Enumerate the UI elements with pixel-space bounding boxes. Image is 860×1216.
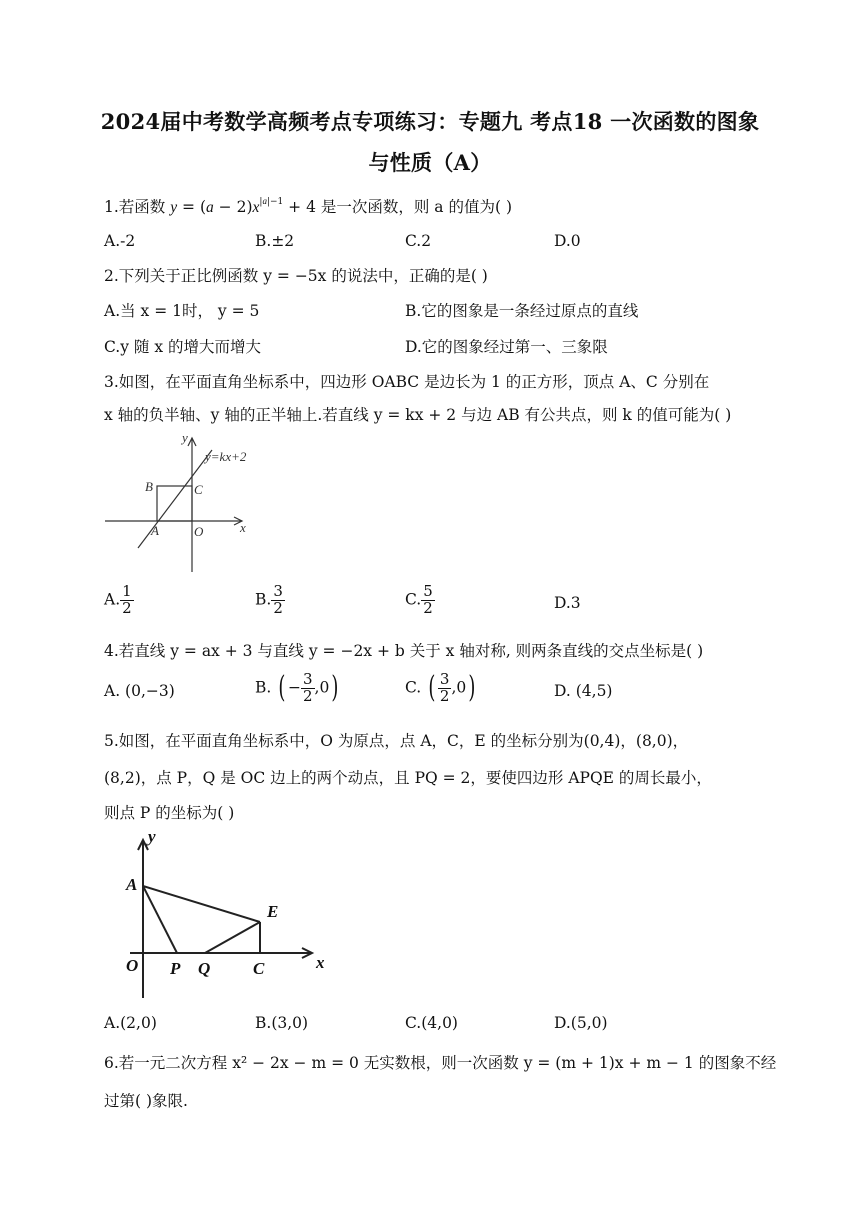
page-title-line2: 与性质（A） [368, 150, 492, 175]
q4-stem: 4.若直线 y = ax + 3 与直线 y = −2x + b 关于 x 轴对称, 则两条直线的交点坐标是( ) [104, 642, 704, 660]
q3-label-A: A [151, 523, 159, 538]
q4-option-b-prefix: B. [255, 678, 272, 697]
q1-option-b[interactable]: B.±2 [255, 232, 295, 250]
q5-stem-line3: 则点 P 的坐标为( ) [104, 804, 235, 822]
q5-segment-QE [205, 922, 260, 953]
q5-label-O: O [126, 956, 139, 975]
q4-option-c-frac [438, 672, 452, 705]
q5-option-a[interactable]: A.(2,0) [104, 1014, 157, 1032]
q3-option-c-prefix: C. [405, 590, 422, 609]
q1-stem-prefix: 1.若函数 [104, 198, 171, 216]
q3-label-x: x [240, 520, 246, 535]
q5-label-Q: Q [198, 959, 211, 978]
q3-option-a[interactable] [104, 584, 134, 617]
q4-option-b-den: 2 [302, 686, 313, 705]
q3-option-c-num: 5 [423, 582, 433, 600]
q3-option-b-prefix: B. [255, 590, 272, 609]
q3-option-b-den: 2 [273, 598, 283, 617]
q2-option-a[interactable]: A.当 x = 1时， y = 5 [104, 302, 260, 320]
q3-option-b-num: 3 [273, 582, 283, 600]
q4-option-b-sign: − [287, 678, 301, 697]
q4-option-b[interactable]: B. ( − $\frac{3}{2}$ ,0) [255, 670, 339, 706]
q2-option-c[interactable]: C.y 随 x 的增大而增大 [104, 338, 262, 356]
q2-option-b[interactable]: B.它的图象是一条经过原点的直线 [405, 302, 639, 320]
q2-option-d[interactable]: D.它的图象经过第一、三象限 [405, 338, 608, 356]
q3-stem-line2: x 轴的负半轴、y 轴的正半轴上.若直线 y = kx + 2 与边 AB 有公共点，则 k 的值可能为( ) [104, 406, 732, 424]
q3-option-a-num: 1 [122, 582, 132, 600]
q4-option-c-den: 2 [439, 686, 450, 705]
q4-option-d[interactable]: D. (4,5) [554, 682, 613, 700]
q1-formula: $y = (a - 2)x^{|a|-1} + 4$ [170, 196, 316, 216]
q3-line-label: y=kx+2 [205, 449, 247, 464]
q1-option-a[interactable]: A.-2 [104, 232, 136, 250]
q5-label-y: y [148, 827, 156, 846]
q6-stem-line1: 6.若一元二次方程 x² − 2x − m = 0 无实数根，则一次函数 y = (m + 1)x + m − 1 的图象不经 [104, 1054, 777, 1072]
q5-segment-AE [143, 886, 260, 922]
q1-option-d[interactable]: D.0 [554, 232, 581, 250]
q3-label-C: C [194, 482, 203, 497]
q3-option-a-den: 2 [122, 598, 132, 617]
q4-option-b-num: 3 [302, 670, 313, 688]
page-title-line1: 2024届中考数学高频考点专项练习：专题九 考点18 一次函数的图象 [100, 109, 760, 134]
q5-stem-line1: 5.如图，在平面直角坐标系中，O 为原点，点 A，C，E 的坐标分别为(0,4)，(8,0)， [104, 732, 689, 750]
q3-option-a-prefix: A. [104, 590, 121, 609]
q3-option-c-den: 2 [423, 598, 433, 617]
q5-label-A: A [126, 875, 138, 894]
q5-option-b[interactable]: B.(3,0) [255, 1014, 309, 1032]
q3-option-b[interactable] [255, 584, 285, 617]
q5-label-P: P [170, 959, 181, 978]
q1-stem [104, 195, 512, 217]
q1-stem-suffix: 是一次函数，则 a 的值为( ) [315, 198, 512, 216]
q2-stem: 2.下列关于正比例函数 y = −5x 的说法中，正确的是( ) [104, 267, 488, 285]
q4-option-c-tail: ,0 [451, 678, 467, 697]
q5-label-E: E [267, 902, 279, 921]
q5-option-c[interactable]: C.(4,0) [405, 1014, 458, 1032]
q3-option-d[interactable]: D.3 [554, 594, 581, 612]
q4-option-a[interactable]: A. (0,−3) [104, 682, 175, 700]
q6-stem-line2: 过第( )象限. [104, 1092, 188, 1110]
q4-option-c-prefix: C. [405, 678, 422, 697]
q3-option-c-frac [421, 584, 435, 617]
q4-option-b-tail: ,0 [314, 678, 330, 697]
q3-stem-line1: 3.如图，在平面直角坐标系中，四边形 OABC 是边长为 1 的正方形，顶点 A、C 分别在 [104, 373, 710, 391]
q5-stem-line2: (8,2)，点 P，Q 是 OC 边上的两个动点，且 PQ = 2，要使四边形 APQE 的周长最小， [104, 769, 712, 787]
q1-option-c[interactable]: C.2 [405, 232, 432, 250]
q5-figure [104, 826, 340, 1001]
q5-segment-AP [143, 886, 177, 953]
q3-label-y: y [182, 430, 188, 445]
q3-figure [100, 428, 260, 578]
q3-option-c[interactable] [405, 584, 435, 617]
q3-option-a-frac [120, 584, 134, 617]
q5-label-x: x [316, 953, 325, 972]
q5-option-d[interactable]: D.(5,0) [554, 1014, 608, 1032]
q4-option-c[interactable]: C. ( $\frac{3}{2}$ ,0) [405, 670, 476, 706]
q3-label-B: B [145, 479, 153, 494]
q4-option-c-num: 3 [439, 670, 450, 688]
q3-label-O: O [194, 524, 204, 539]
q5-label-C: C [253, 959, 265, 978]
q4-option-b-frac [301, 672, 315, 705]
q3-option-b-frac [271, 584, 285, 617]
